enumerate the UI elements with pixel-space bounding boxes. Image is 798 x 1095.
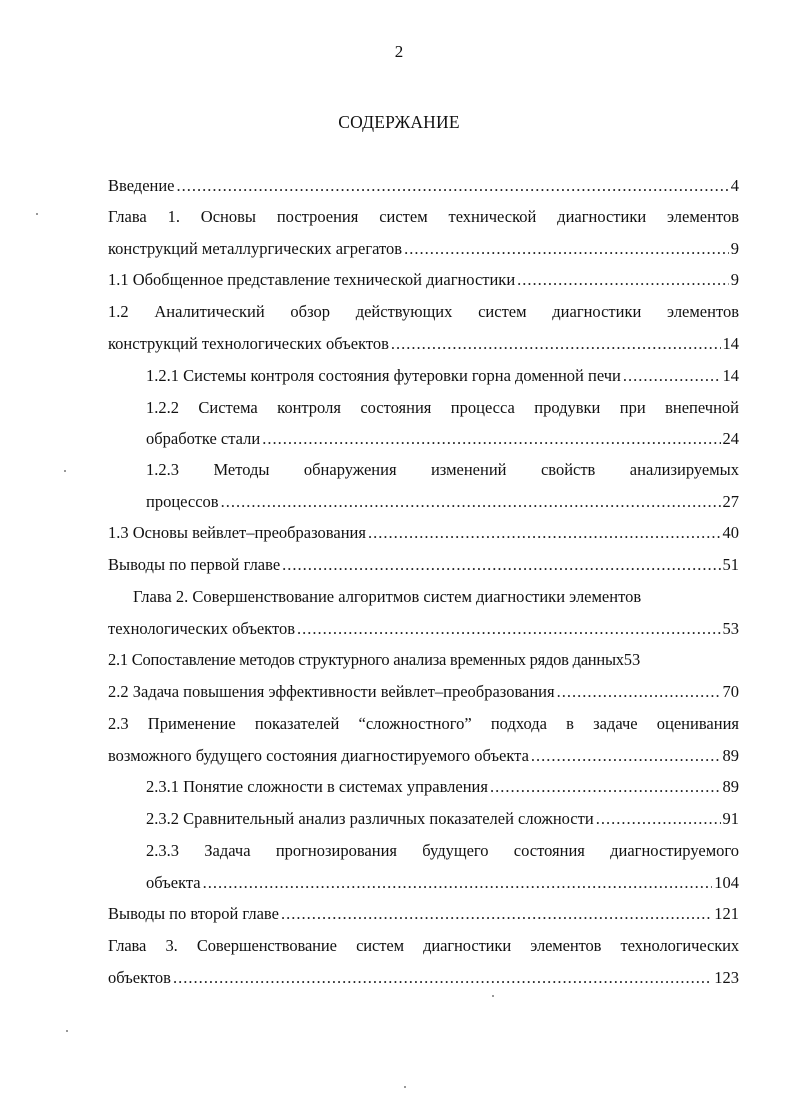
toc-entry-page: 89 (722, 746, 739, 765)
toc-entry-conclusions-1[interactable] (108, 549, 739, 581)
toc-entry-2-1[interactable] (108, 644, 739, 676)
toc-entry-1-1[interactable] (108, 264, 739, 296)
page-number: 2 (394, 42, 404, 61)
toc-entry-chapter1[interactable] (108, 233, 739, 265)
toc-entry-page: 53 (623, 650, 641, 669)
toc-entry-text: Выводы по второй главе (108, 904, 279, 923)
toc-entry-introduction[interactable] (108, 170, 739, 202)
toc-entry-2-3[interactable] (108, 740, 739, 772)
toc-entry-text: объектов (108, 968, 171, 987)
dot-leader (297, 613, 720, 645)
toc-entry-text: 2.1 Сопоставление методов структурного анализа временных рядов данных (108, 650, 624, 669)
toc-entry-text: 2.3.2 Сравнительный анализ различных показателей сложности (146, 809, 594, 828)
toc-entry-page: 104 (714, 873, 739, 892)
dot-leader (281, 898, 712, 930)
toc-entry-chapter1-line1[interactable]: Глава 1. Основы построения систем технической диагностики элементов (108, 207, 739, 226)
toc-entry-page: 27 (722, 492, 739, 511)
dot-leader (391, 328, 721, 360)
toc-entry-text: процессов (146, 492, 219, 511)
toc-entry-text: 1.3 Основы вейвлет–преобразования (108, 523, 366, 542)
scan-speck (492, 995, 494, 997)
toc-entry-text: 1.2.1 Системы контроля состояния футеровки горна доменной печи (146, 366, 621, 385)
toc-entry-page: 14 (722, 366, 739, 385)
toc-entry-page: 9 (730, 239, 739, 258)
toc-entry-page: 121 (714, 904, 739, 923)
toc-entry-text: возможного будущего состояния диагностируемого объекта (108, 746, 529, 765)
toc-entry-2-3-3-line1[interactable]: 2.3.3 Задача прогнозирования будущего состояния диагностируемого (146, 841, 739, 860)
toc-entry-page: 53 (722, 619, 739, 638)
toc-entry-page: 9 (730, 270, 739, 289)
dot-leader (623, 360, 721, 392)
toc-entry-text: 1.1 Обобщенное представление технической диагностики (108, 270, 516, 289)
toc-entry-page: 51 (722, 555, 739, 574)
dot-leader (557, 676, 721, 708)
dot-leader (490, 771, 721, 803)
toc-entry-text: обработке стали (146, 429, 261, 448)
toc-entry-text: Введение (108, 176, 175, 195)
toc-entry-2-3-1[interactable] (146, 771, 739, 803)
toc-entry-text: конструкций металлургических агрегатов (108, 239, 403, 258)
dot-leader (262, 423, 720, 455)
dot-leader (203, 867, 713, 899)
toc-entry-1-2-2-line1[interactable]: 1.2.2 Система контроля состояния процесса продувки при внепечной (146, 398, 739, 417)
scan-speck (36, 213, 38, 215)
toc-title: СОДЕРЖАНИЕ (338, 112, 460, 132)
toc-entry-chapter3-line1[interactable]: Глава 3. Совершенствование систем диагностики элементов технологических (108, 936, 739, 955)
toc-entry-page: 70 (722, 682, 739, 701)
toc-entry-page: 89 (722, 777, 739, 796)
toc-entry-1-2-3[interactable] (146, 486, 739, 518)
toc-entry-2-2[interactable] (108, 676, 739, 708)
dot-leader (282, 549, 720, 581)
toc-entry-text: 2.2 Задача повышения эффективности вейвлет–преобразования (108, 682, 555, 701)
dot-leader (531, 740, 721, 772)
dot-leader (173, 962, 712, 994)
toc-entry-2-3-line1[interactable]: 2.3 Применение показателей “сложностного” подхода в задаче оценивания (108, 714, 739, 733)
toc-entry-2-3-3[interactable] (146, 867, 739, 899)
toc-entry-1-2-1[interactable] (146, 360, 739, 392)
toc-entry-text: технологических объектов (108, 619, 296, 638)
toc-entry-conclusions-2[interactable] (108, 898, 739, 930)
dot-leader (177, 170, 729, 202)
toc-entry-text: 2.3.1 Понятие сложности в системах управления (146, 777, 488, 796)
toc-entry-1-2-line1[interactable]: 1.2 Аналитический обзор действующих систем диагностики элементов (108, 302, 739, 321)
toc-entry-page: 91 (722, 809, 739, 828)
dot-leader (596, 803, 721, 835)
toc-entry-chapter3[interactable] (108, 962, 739, 994)
toc-entry-1-3[interactable] (108, 517, 739, 549)
scan-speck (404, 1086, 406, 1088)
toc-entry-text: конструкций технологических объектов (108, 334, 389, 353)
toc-entry-chapter2[interactable] (108, 613, 739, 645)
dot-leader (404, 233, 729, 265)
scan-speck (64, 470, 66, 472)
dot-leader (368, 517, 721, 549)
toc-entry-page: 123 (714, 968, 739, 987)
toc-entry-page: 14 (722, 334, 739, 353)
toc-entry-text: объекта (146, 873, 201, 892)
toc-entry-chapter2-line1[interactable]: Глава 2. Совершенствование алгоритмов систем диагностики элементов (133, 587, 642, 606)
dot-leader (221, 486, 721, 518)
toc-entry-page: 4 (730, 176, 739, 195)
dot-leader (517, 264, 729, 296)
toc-entry-page: 24 (722, 429, 739, 448)
toc-entry-page: 40 (722, 523, 739, 542)
toc-entry-1-2[interactable] (108, 328, 739, 360)
toc-entry-1-2-3-line1[interactable]: 1.2.3 Методы обнаружения изменений свойств анализируемых (146, 460, 739, 479)
toc-entry-1-2-2[interactable] (146, 423, 739, 455)
scan-speck (66, 1030, 68, 1032)
toc-entry-text: Выводы по первой главе (108, 555, 281, 574)
toc-entry-2-3-2[interactable] (146, 803, 739, 835)
